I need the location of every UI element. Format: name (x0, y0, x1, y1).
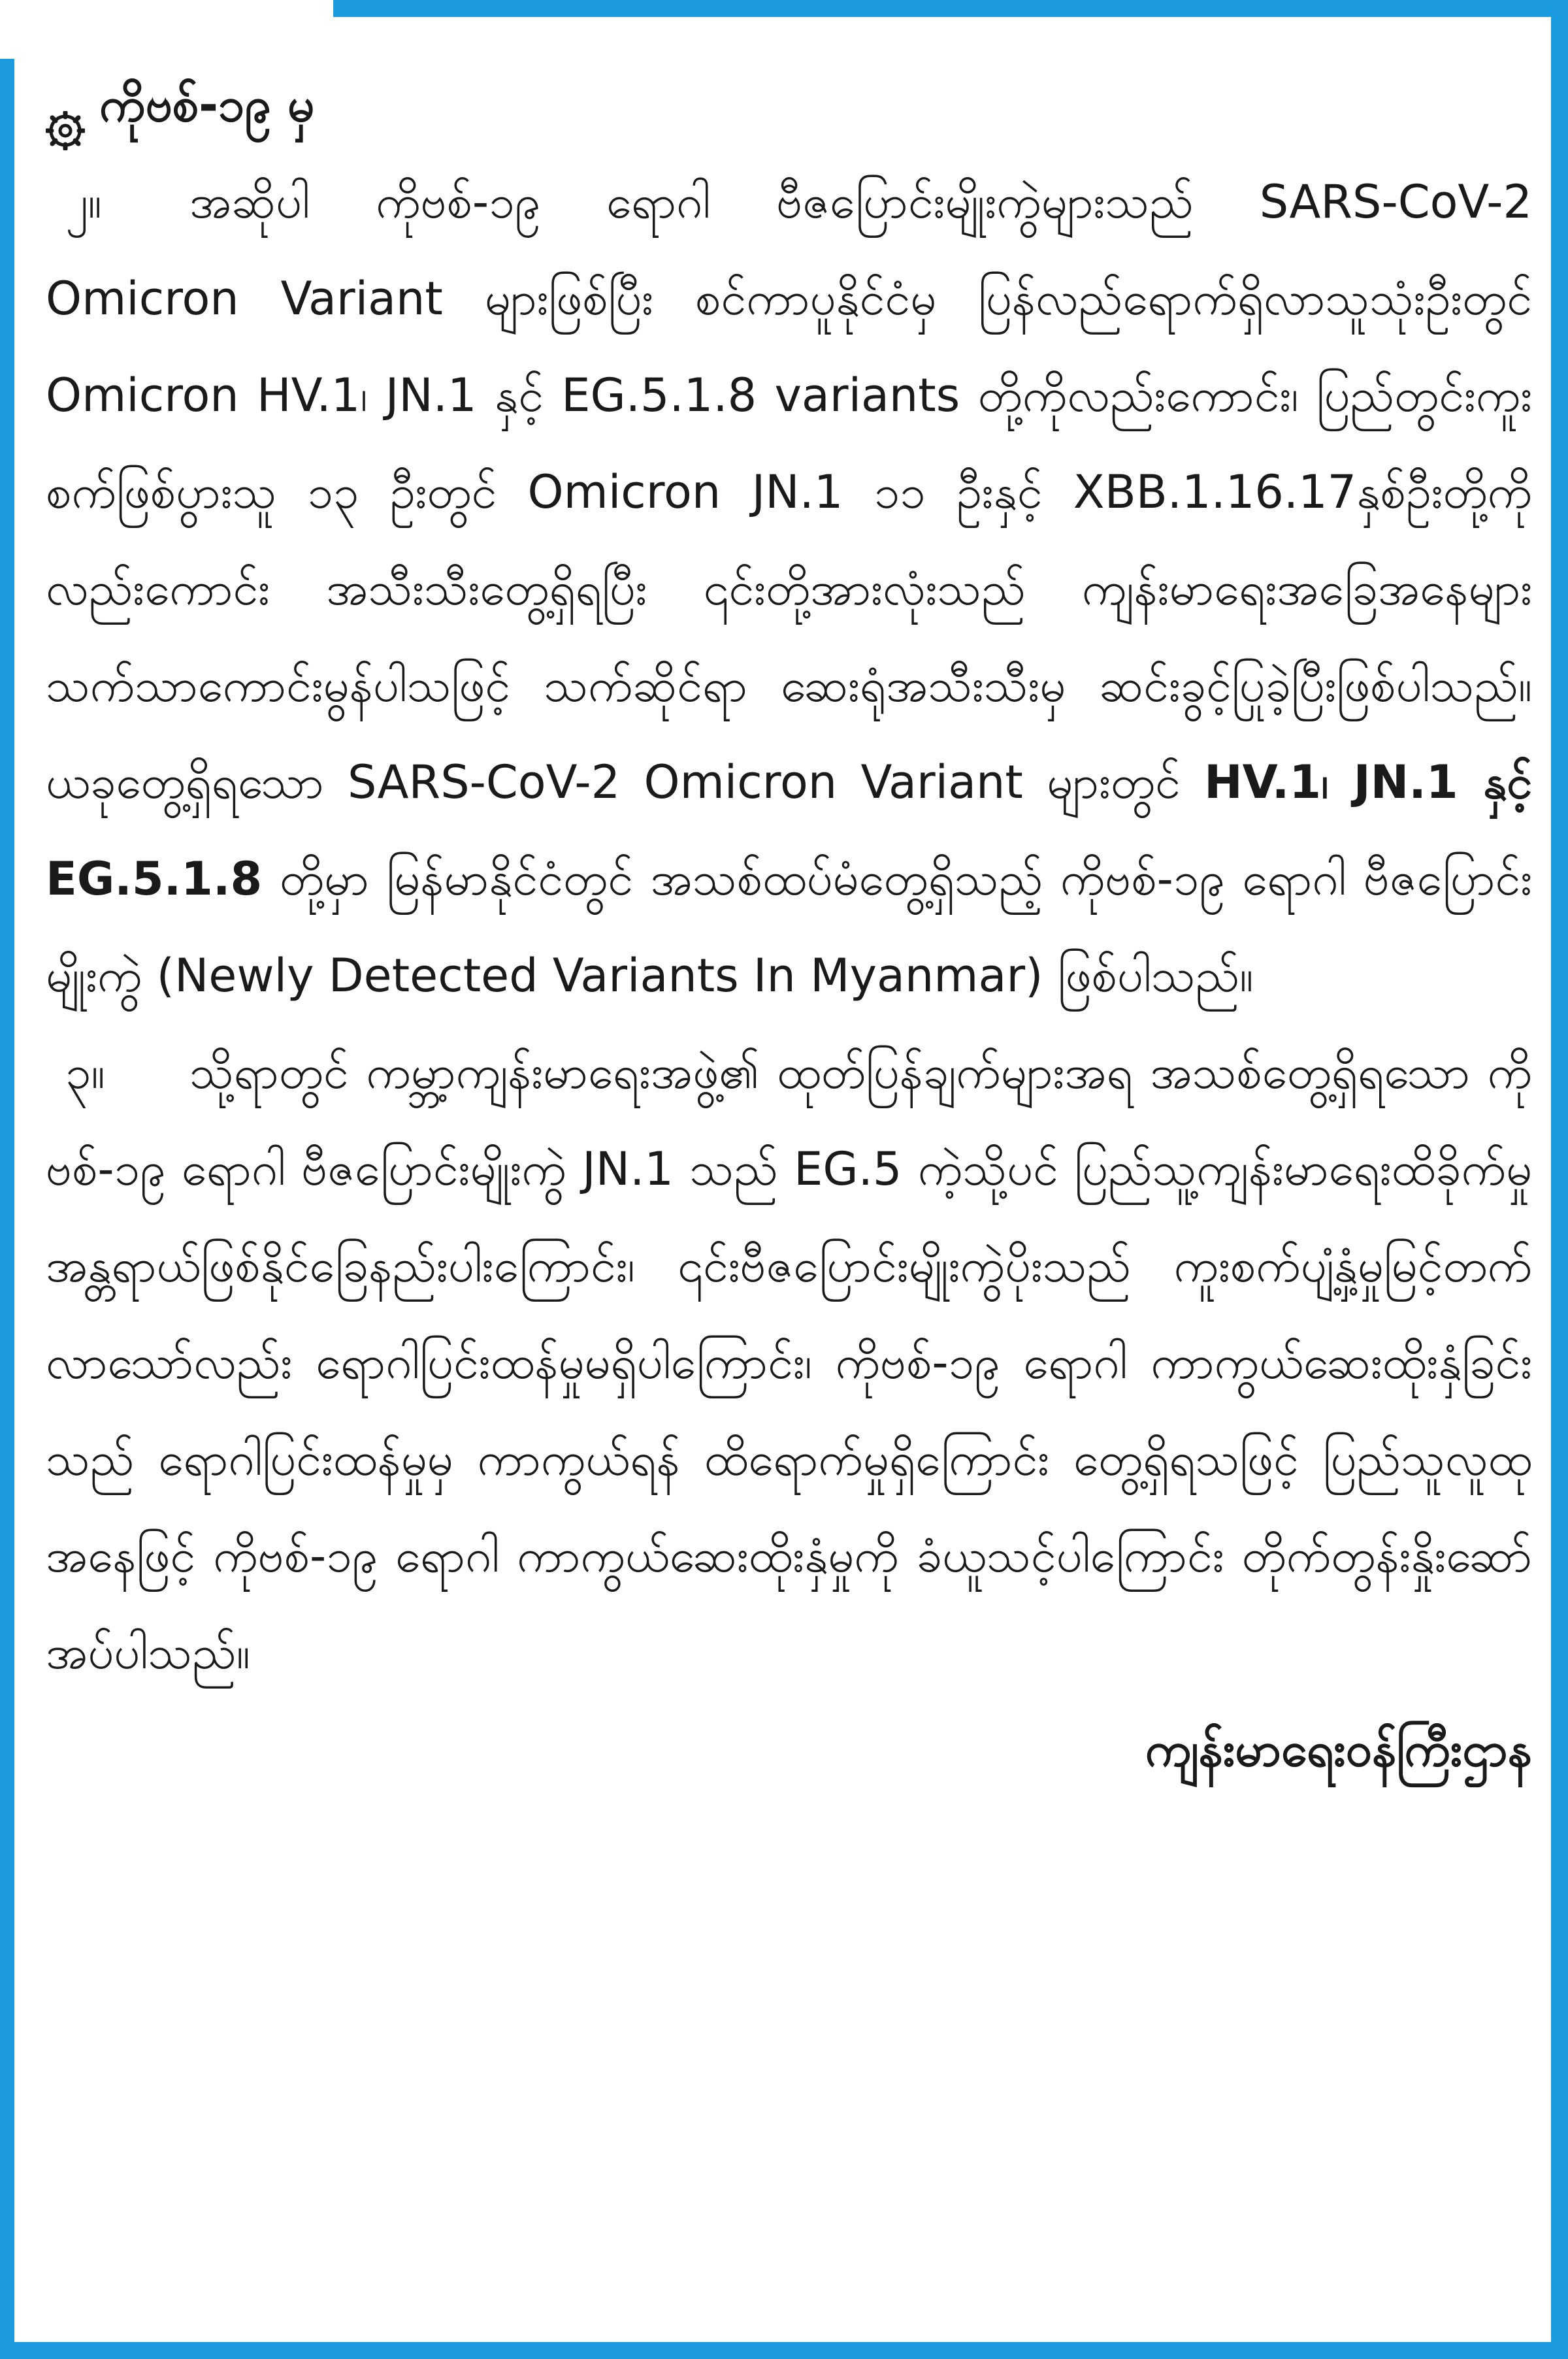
ministry-signature: ကျန်းမာရေးဝန်ကြီးဌာန (1145, 1722, 1532, 1777)
paragraph-2 (46, 154, 1532, 1024)
paragraph-2-number: ၂။ (65, 175, 102, 229)
section-heading (46, 56, 1532, 154)
gear-icon (46, 85, 85, 124)
frame-border-bottom (0, 2342, 1568, 2359)
article-body (46, 56, 1532, 2330)
paragraph-3-number: ၃။ (65, 1046, 105, 1099)
frame-border-top (333, 0, 1568, 17)
frame-border-left (0, 59, 14, 2359)
paragraph-3-text: သို့ရာတွင် ကမ္ဘာ့ကျန်းမာရေးအဖွဲ့၏ ထုတ်ပြန်ချက်များအရ အသစ်တွေ့ရှိရသော ကိုဗစ်-၁၉ ရောဂါ ဗီဇပြောင်းမျိုးကွဲ JN.1 သည် EG.5 ကဲ့သို့ပင် ပြည်သူ့ကျန်းမာရေးထိခိုက်မှုအန္တရာယ်ဖြစ်နိုင်ခြေနည်းပါးကြောင်း၊ ၎င်းဗီဇပြောင်းမျိုးကွဲပိုးသည် ကူးစက်ပျံ့နှံ့မှုမြင့်တက်လာသော်လည်း ရောဂါပြင်းထန်မှုမရှိပါကြောင်း၊ ကိုဗစ်-၁၉ ရောဂါ ကာကွယ်ဆေးထိုးနှံခြင်းသည် ရောဂါပြင်းထန်မှုမှ ကာကွယ်ရန် ထိရောက်မှုရှိကြောင်း တွေ့ရှိရသဖြင့် ပြည်သူလူထု အနေဖြင့် ကိုဗစ်-၁၉ ရောဂါ ကာကွယ်ဆေးထိုးနှံမှုကို ခံယူသင့်ပါကြောင်း တိုက်တွန်းနှိုးဆော်အပ်ပါသည်။ (46, 1046, 1532, 1679)
paragraph-2-text-end: တို့မှာ မြန်မာနိုင်ငံတွင် အသစ်ထပ်မံတွေ့ရှိသည့် ကိုဗစ်-၁၉ ရောဂါ ဗီဇပြောင်းမျိုးကွဲ (Newly Detected Variants In Myanmar) ဖြစ်ပါသည်။ (46, 852, 1532, 1002)
section-heading-text: ကိုဗစ်-၁၉ မှ (99, 77, 315, 132)
paragraph-3 (46, 1024, 1532, 1701)
paragraph-2-bold-variants: HV.1၊ JN.1 နှင့် EG.5.1.8 (46, 755, 1532, 906)
frame-border-right (1551, 0, 1568, 2359)
paragraph-2-text: အဆိုပါ ကိုဗစ်-၁၉ ရောဂါ ဗီဇပြောင်းမျိုးကွဲများသည် SARS-CoV-2 Omicron Variant များဖြစ်ပြီး စင်ကာပူနိုင်ငံမှ ပြန်လည်ရောက်ရှိလာသူသုံးဦးတွင် Omicron HV.1၊ JN.1 နှင့် EG.5.1.8 variants တို့ကိုလည်းကောင်း၊ ပြည်တွင်းကူးစက်ဖြစ်ပွားသူ ၁၃ ဦးတွင် Omicron JN.1 ၁၁ ဦးနှင့် XBB.1.16.17နှစ်ဦးတို့ကိုလည်းကောင်း အသီးသီးတွေ့ရှိရပြီး ၎င်းတို့အားလုံးသည် ကျန်းမာရေးအခြေအနေများ သက်သာကောင်းမွန်ပါသဖြင့် သက်ဆိုင်ရာ ဆေးရုံအသီးသီးမှ ဆင်းခွင့်ပြုခဲ့ပြီးဖြစ်ပါသည်။ ယခုတွေ့ရှိရသော SARS-CoV-2 Omicron Variant များတွင် (46, 175, 1532, 809)
